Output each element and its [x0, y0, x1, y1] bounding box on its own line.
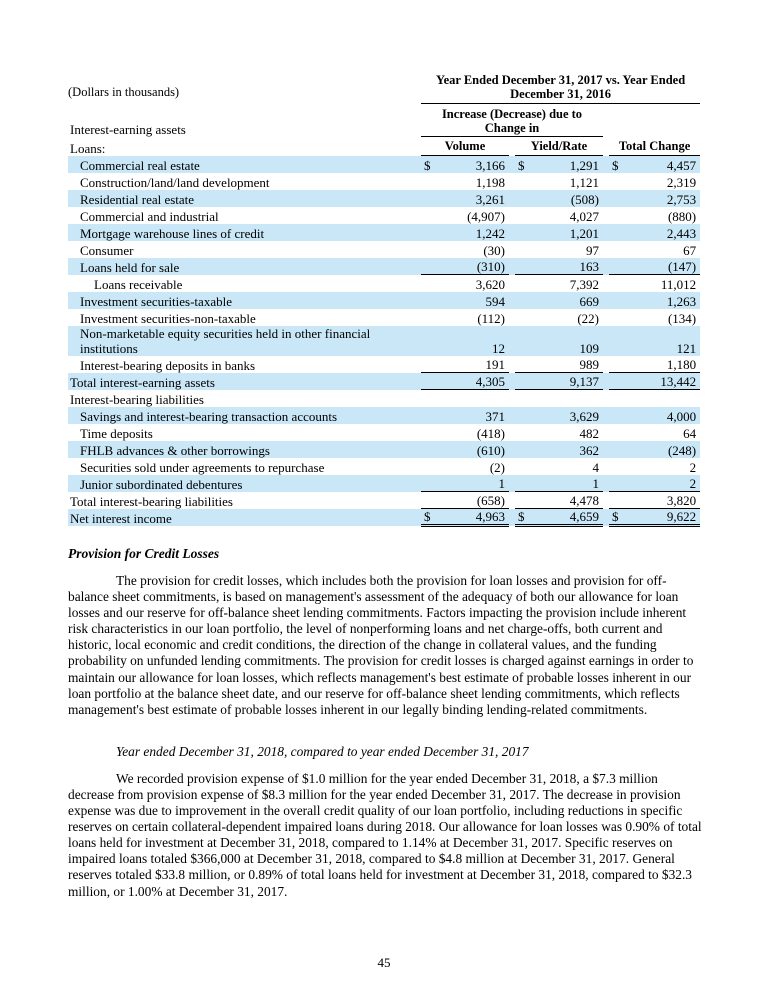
currency-symbol	[515, 492, 531, 509]
cell-value	[625, 390, 700, 407]
currency-symbol: $	[515, 509, 531, 526]
cell-value: (610)	[437, 441, 509, 458]
row-label: Residential real estate	[68, 190, 421, 207]
row-label: Total interest-bearing liabilities	[70, 493, 233, 509]
currency-symbol	[515, 309, 531, 326]
currency-symbol	[609, 390, 625, 407]
left-header-interest-earning-assets: Interest-earning assets	[70, 121, 186, 137]
cell-value: 13,442	[625, 373, 700, 390]
cell-value: (418)	[476, 425, 505, 441]
currency-symbol	[421, 424, 437, 441]
cell-value: (658)	[437, 492, 509, 509]
currency-symbol	[421, 373, 437, 390]
currency-symbol	[515, 326, 531, 356]
currency-symbol	[515, 258, 531, 275]
cell-value: 1,180	[625, 356, 700, 373]
column-header-volume: Volume	[421, 137, 509, 156]
subsection-heading: Year ended December 31, 2018, compared to year ended December 31, 2017	[116, 743, 529, 759]
currency-symbol	[421, 224, 437, 241]
table-row	[68, 275, 700, 292]
change-title: Increase (Decrease) due to Change in	[421, 104, 603, 137]
currency-symbol	[421, 390, 437, 407]
cell-value: 371	[437, 407, 509, 424]
table-row	[68, 258, 700, 275]
cell-value: 4	[592, 459, 599, 475]
cell-value: 64	[683, 425, 697, 441]
cell-value: 3,629	[531, 407, 603, 424]
row-label: Investment securities-non-taxable	[80, 310, 256, 326]
cell-value: (30)	[483, 242, 505, 258]
column-header-yield-rate: Yield/Rate	[515, 137, 603, 156]
row-label: Savings and interest-bearing transaction accounts	[68, 407, 421, 424]
currency-symbol	[421, 207, 437, 224]
currency-symbol	[609, 309, 625, 326]
currency-symbol	[515, 241, 531, 258]
cell-value: (2)	[489, 459, 505, 475]
cell-value: 3,261	[437, 190, 509, 207]
currency-symbol	[421, 190, 437, 207]
table-row	[68, 407, 700, 424]
left-header-loans: Loans:	[70, 140, 106, 156]
table-row	[68, 173, 700, 190]
group-title: Year Ended December 31, 2017 vs. Year Ended December 31, 2016	[421, 73, 700, 104]
currency-symbol	[609, 424, 625, 441]
row-label: Interest-bearing deposits in banks	[80, 357, 256, 373]
row-label: Securities sold under agreements to repurchase	[80, 459, 325, 475]
cell-value: 4,305	[437, 373, 509, 390]
currency-symbol	[515, 424, 531, 441]
currency-symbol	[421, 356, 437, 373]
cell-value: 4,457	[625, 156, 700, 173]
cell-value: 2,319	[666, 174, 697, 190]
table-row	[68, 441, 700, 458]
currency-symbol	[421, 173, 437, 190]
currency-symbol	[421, 475, 437, 492]
cell-value: 9,137	[531, 373, 603, 390]
cell-value: 163	[531, 258, 603, 275]
row-label: Construction/land/land development	[80, 174, 270, 190]
currency-symbol	[609, 190, 625, 207]
currency-symbol	[515, 224, 531, 241]
cell-value: (248)	[625, 441, 700, 458]
currency-symbol	[515, 292, 531, 309]
currency-symbol	[421, 292, 437, 309]
cell-value: (4,907)	[467, 208, 505, 224]
cell-value: 109	[531, 326, 603, 356]
row-label: Non-marketable equity securities held in other financial institutions	[68, 326, 421, 356]
currency-symbol	[515, 458, 531, 475]
cell-value: 2	[689, 459, 697, 475]
section-heading: Provision for Credit Losses	[68, 546, 220, 561]
row-label: Mortgage warehouse lines of credit	[68, 224, 421, 241]
currency-symbol	[515, 390, 531, 407]
currency-symbol	[609, 407, 625, 424]
cell-value: 1,291	[531, 156, 603, 173]
currency-symbol	[515, 407, 531, 424]
table-row	[68, 224, 700, 241]
cell-value: 594	[437, 292, 509, 309]
cell-value: 9,622	[625, 509, 700, 526]
currency-symbol	[609, 458, 625, 475]
currency-symbol	[515, 373, 531, 390]
cell-value: 1	[531, 475, 603, 492]
cell-value: 11,012	[660, 276, 697, 292]
cell-value: 1,242	[437, 224, 509, 241]
currency-symbol	[609, 373, 625, 390]
row-label: Time deposits	[80, 425, 153, 441]
cell-value: 2,753	[625, 190, 700, 207]
cell-value: (147)	[625, 258, 700, 275]
cell-value: 12	[437, 326, 509, 356]
cell-value: 669	[531, 292, 603, 309]
rate-volume-table	[68, 73, 700, 527]
cell-value: 97	[586, 242, 599, 258]
cell-value: (880)	[667, 208, 697, 224]
paragraph-provision-overview: The provision for credit losses, which includes both the provision for loan losses and provision for off-balance sheet commitments, is based on management's assessment of the adequacy of both our allowance for loan losses and our reserve for off-balance sheet lending commitments. Factors impacting the provision include inherent risk characteristics in our loan portfolio, the level of nonperforming loans and net charge-offs, both current and historic, local economic and credit conditions, the direction of the change in collateral values, and the funding probability on unfunded lending commitments. The provision for credit losses is charged against earnings in order to maintain our allowance for loan losses, which reflects management's best estimate of probable losses inherent in our loan portfolio at the balance sheet date, and our reserve for off-balance sheet lending commitments, which reflects management's best estimate of probable losses inherent in our legally binding lending-related commitments.	[68, 573, 694, 717]
header-spacer	[603, 104, 700, 137]
currency-symbol	[421, 407, 437, 424]
currency-symbol	[609, 207, 625, 224]
currency-symbol	[515, 441, 531, 458]
currency-symbol	[609, 275, 625, 292]
currency-symbol	[515, 190, 531, 207]
row-label: Junior subordinated debentures	[68, 475, 421, 492]
table-row	[68, 309, 700, 326]
cell-value: 4,000	[625, 407, 700, 424]
currency-symbol	[609, 258, 625, 275]
table-row	[68, 241, 700, 258]
cell-value: 2	[625, 475, 700, 492]
cell-value: 362	[531, 441, 603, 458]
currency-symbol	[609, 492, 625, 509]
cell-value: (112)	[477, 310, 505, 326]
currency-symbol	[609, 326, 625, 356]
cell-value: 4,659	[531, 509, 603, 526]
table-row	[68, 509, 700, 526]
currency-symbol: $	[515, 156, 531, 173]
table-row	[68, 475, 700, 492]
cell-value: 191	[437, 356, 509, 373]
paragraph-year-comparison: We recorded provision expense of $1.0 million for the year ended December 31, 2018, a $7.3 million decrease from provision expense of $8.3 million for the year ended December 31, 2017. The decrease in provision expense was due to improvement in the overall credit quality of our loan portfolio, including reductions in specific reserves on certain collateral-dependent impaired loans during 2018. Our allowance for loan losses was 0.90% of total loans held for investment at December 31, 2018, compared to 1.14% at December 31, 2017. Specific reserves on impaired loans totaled $366,000 at December 31, 2018, compared to $4.8 million at December 31, 2017. General reserves totaled $33.8 million, or 0.89% of total loans held for investment at December 31, 2018, compared to $32.3 million, or 1.00% at December 31, 2017.	[68, 770, 702, 899]
cell-value: 3,620	[475, 276, 505, 292]
currency-symbol	[421, 258, 437, 275]
cell-value: 4,027	[569, 208, 599, 224]
row-label: Commercial real estate	[68, 156, 421, 173]
cell-value: 1,263	[625, 292, 700, 309]
cell-value: 121	[625, 326, 700, 356]
page-number: 45	[377, 955, 391, 970]
currency-symbol	[421, 241, 437, 258]
row-label: Net interest income	[68, 509, 421, 526]
table-row	[68, 492, 700, 509]
currency-symbol	[609, 241, 625, 258]
currency-symbol	[609, 292, 625, 309]
row-label: Loans held for sale	[68, 258, 421, 275]
currency-symbol	[421, 309, 437, 326]
cell-value: 3,820	[625, 492, 700, 509]
table-row	[68, 390, 700, 407]
dollars-note: (Dollars in thousands)	[68, 84, 180, 99]
table-header-row	[68, 73, 700, 104]
currency-symbol	[609, 475, 625, 492]
table-row	[68, 190, 700, 207]
cell-value	[531, 390, 603, 407]
currency-symbol	[421, 326, 437, 356]
cell-value: 482	[579, 425, 599, 441]
cell-value: 989	[531, 356, 603, 373]
cell-value: 2,443	[625, 224, 700, 241]
currency-symbol: $	[609, 509, 625, 526]
currency-symbol	[609, 224, 625, 241]
currency-symbol	[421, 492, 437, 509]
cell-value: 7,392	[569, 276, 599, 292]
row-label: Total interest-earning assets	[68, 373, 421, 390]
table-row	[68, 326, 700, 356]
table-row	[68, 356, 700, 373]
currency-symbol	[609, 441, 625, 458]
currency-symbol	[609, 173, 625, 190]
row-label: Investment securities-taxable	[68, 292, 421, 309]
cell-value: 1,198	[475, 174, 505, 190]
table-row	[68, 458, 700, 475]
cell-value: 4,963	[437, 509, 509, 526]
cell-value: (22)	[577, 310, 599, 326]
cell-value: (310)	[437, 258, 509, 275]
currency-symbol	[515, 356, 531, 373]
table-row	[68, 207, 700, 224]
currency-symbol	[421, 458, 437, 475]
cell-value: 1,121	[569, 174, 599, 190]
table-header-row	[68, 104, 700, 137]
cell-value: 4,478	[531, 492, 603, 509]
currency-symbol	[421, 275, 437, 292]
row-label: Consumer	[80, 242, 134, 258]
table-row	[68, 292, 700, 309]
currency-symbol	[515, 275, 531, 292]
cell-value: 67	[683, 242, 697, 258]
table-row	[68, 373, 700, 390]
column-header-total-change: Total Change	[609, 137, 700, 156]
currency-symbol: $	[421, 509, 437, 526]
row-label: Commercial and industrial	[80, 208, 219, 224]
currency-symbol	[421, 441, 437, 458]
row-label: Interest-bearing liabilities	[70, 391, 204, 407]
cell-value: 3,166	[437, 156, 509, 173]
currency-symbol: $	[421, 156, 437, 173]
table-row	[68, 424, 700, 441]
currency-symbol	[609, 356, 625, 373]
currency-symbol: $	[609, 156, 625, 173]
currency-symbol	[515, 173, 531, 190]
currency-symbol	[515, 475, 531, 492]
cell-value	[437, 390, 509, 407]
row-label: Loans receivable	[94, 276, 183, 292]
row-label: FHLB advances & other borrowings	[68, 441, 421, 458]
cell-value: (508)	[531, 190, 603, 207]
cell-value: 1,201	[531, 224, 603, 241]
currency-symbol	[515, 207, 531, 224]
table-body	[68, 156, 700, 526]
cell-value: 1	[437, 475, 509, 492]
table-header-row	[68, 137, 700, 156]
table-row	[68, 156, 700, 173]
cell-value: (134)	[667, 310, 697, 326]
